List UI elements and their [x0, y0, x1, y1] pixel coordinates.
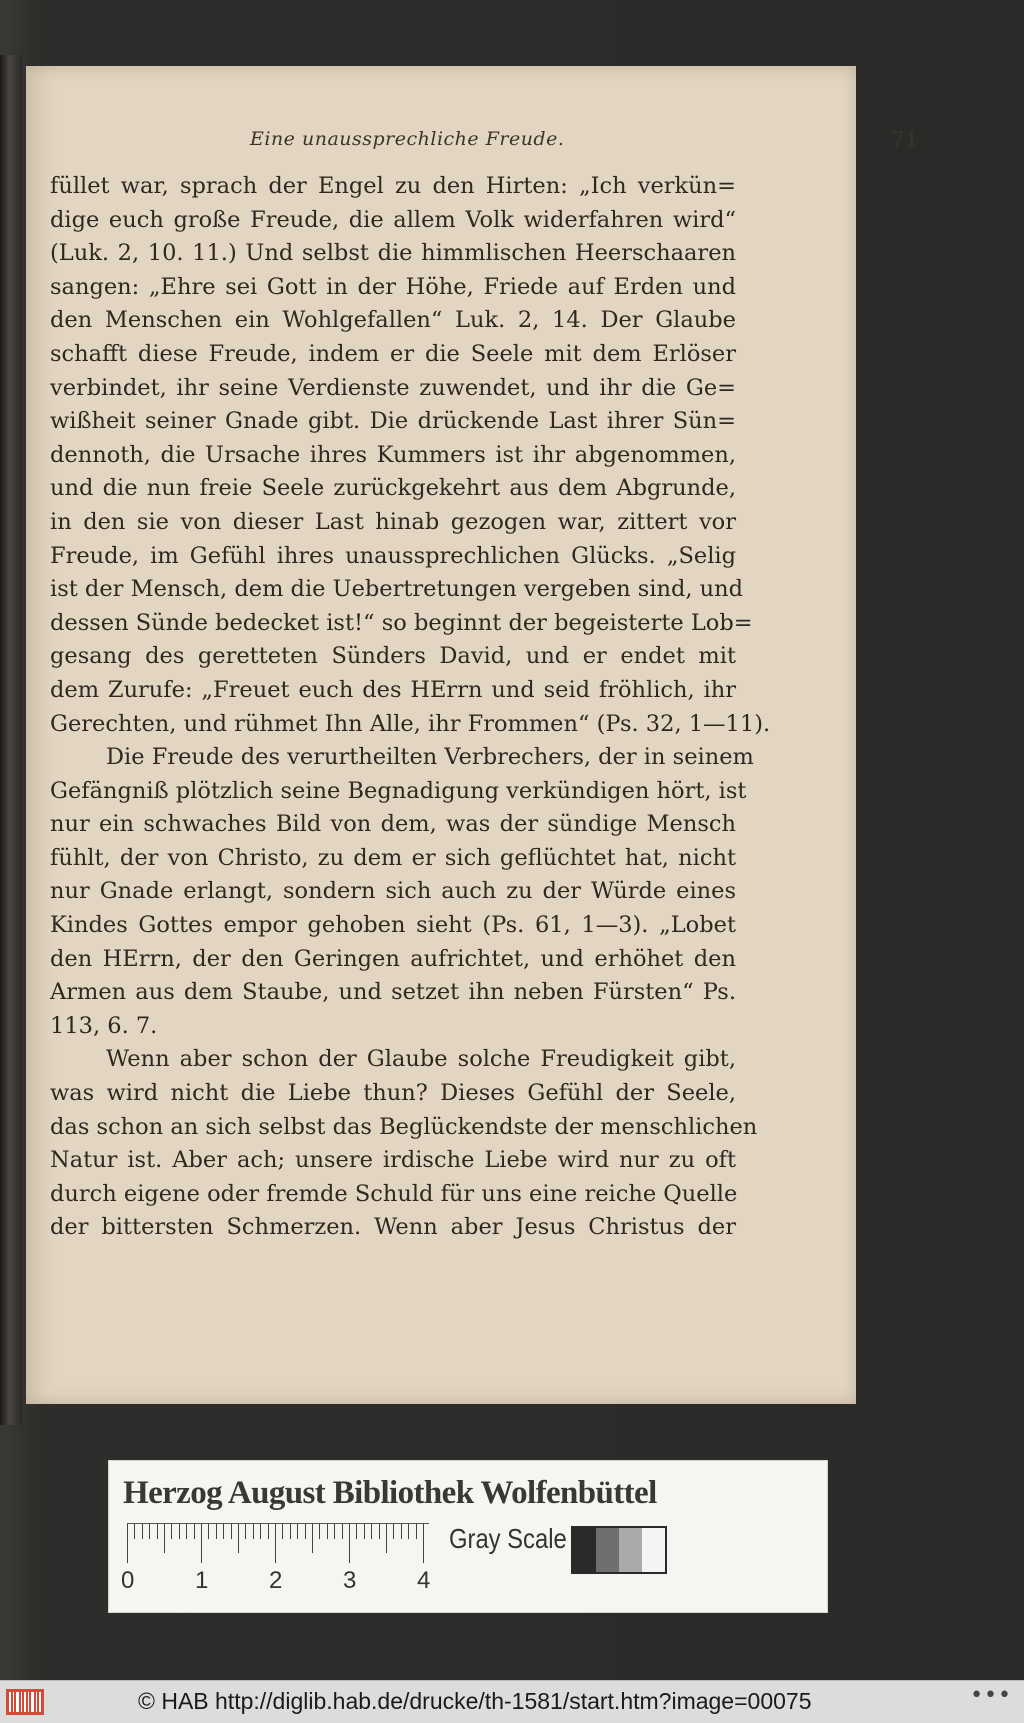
ruler-tick — [393, 1523, 394, 1539]
ruler-tick — [208, 1523, 209, 1539]
text-line: Gefängniß plötzlich seine Begnadigung verkündigen hört, ist — [50, 777, 747, 804]
text-line: dennoth, die Ursache ihres Kummers ist ihr abgenommen, — [50, 441, 736, 468]
text-line: Wenn aber schon der Glaube solche Freudigkeit gibt, — [106, 1046, 736, 1073]
text-line: in den sie von dieser Last hinab gezogen war, zittert vor — [50, 508, 736, 535]
text-line: verbindet, ihr seine Verdienste zuwendet, und ihr die Ge= — [50, 374, 736, 401]
text-line: schafft diese Freude, indem er die Seele mit dem Erlöser — [50, 340, 736, 367]
gray-scale-swatches — [571, 1526, 667, 1574]
ruler-tick — [379, 1523, 380, 1539]
text-line: Kindes Gottes empor gehoben sieht (Ps. 61, 1—3). „Lobet — [50, 912, 736, 939]
gray-scale-label: Gray Scale — [449, 1523, 567, 1554]
ruler-tick — [290, 1523, 291, 1539]
ruler-tick — [127, 1523, 128, 1563]
ruler-tick — [423, 1523, 424, 1563]
text-line: 113, 6. 7. — [50, 1012, 158, 1039]
text-line: (Luk. 2, 10. 11.) Und selbst die himmlischen Heerschaaren — [50, 240, 736, 267]
text-line: füllet war, sprach der Engel zu den Hirten: „Ich verkün= — [50, 173, 736, 199]
ellipsis-icon[interactable]: ••• — [970, 1683, 1012, 1708]
gray-swatch — [573, 1528, 596, 1572]
ruler-label: 2 — [269, 1567, 283, 1594]
ruler-tick — [186, 1523, 187, 1539]
book-binding-edge — [0, 55, 22, 1425]
ruler-tick — [157, 1523, 158, 1539]
text-line: fühlt, der von Christo, zu dem er sich geflüchtet hat, nicht — [50, 844, 736, 871]
ruler-tick — [401, 1523, 402, 1539]
ruler-tick — [142, 1523, 143, 1539]
gray-swatch — [619, 1528, 642, 1572]
ruler-tick — [149, 1523, 150, 1539]
scale-ruler — [121, 1523, 431, 1594]
text-line: Natur ist. Aber ach; unsere irdische Liebe wird nur zu oft — [50, 1147, 736, 1174]
ruler-tick — [223, 1523, 224, 1539]
status-url-text[interactable]: © HAB http://diglib.hab.de/drucke/th-1581/start.htm?image=00075 — [138, 1688, 812, 1714]
text-line: Die Freude des verurtheilten Verbrechers, der in seinem — [106, 744, 754, 771]
text-line: und die nun freie Seele zurückgekehrt aus dem Abgrunde, — [50, 475, 736, 502]
text-line: gesang des geretteten Sünders David, und er endet mit — [50, 643, 736, 670]
library-name: Herzog August Bibliothek Wolfenbüttel — [123, 1475, 657, 1511]
ruler-tick — [216, 1523, 217, 1539]
ruler-tick — [356, 1523, 357, 1539]
text-line: ist der Mensch, dem die Uebertretungen vergeben sind, und — [50, 576, 744, 603]
ruler-tick — [268, 1523, 269, 1539]
gray-swatch — [642, 1528, 665, 1572]
ruler-label: 0 — [121, 1567, 135, 1594]
text-line: der bittersten Schmerzen. Wenn aber Jesus Christus der — [50, 1214, 736, 1241]
text-line: wißheit seiner Gnade gibt. Die drückende Last ihrer Sün= — [50, 408, 736, 435]
text-line: den Menschen ein Wohlgefallen“ Luk. 2, 14. Der Glaube — [50, 307, 736, 334]
text-line: Gerechten, und rühmet Ihn Alle, ihr Frommen“ (Ps. 32, 1—11). — [50, 710, 771, 737]
text-line: nur Gnade erlangt, sondern sich auch zu der Würde eines — [50, 878, 736, 905]
color-target-card — [108, 1460, 828, 1613]
ruler-tick — [371, 1523, 372, 1539]
ruler-tick — [349, 1523, 350, 1563]
ruler-tick — [179, 1523, 180, 1539]
ruler-tick — [245, 1523, 246, 1539]
ruler-tick — [334, 1523, 335, 1539]
running-title: Eine unaussprechliche Freude. — [250, 128, 565, 150]
ruler-tick — [201, 1523, 202, 1563]
text-line: dessen Sünde bedecket ist!“ so beginnt der begeisterte Lob= — [50, 609, 753, 636]
ruler-tick — [408, 1523, 409, 1539]
ruler-tick — [312, 1523, 313, 1553]
ruler-tick — [364, 1523, 365, 1539]
ruler-tick — [260, 1523, 261, 1539]
ruler-label: 4 — [417, 1567, 431, 1594]
ruler-tick — [416, 1523, 417, 1539]
text-line: Armen aus dem Staube, und setzet ihn neben Fürsten“ Ps. — [50, 979, 736, 1006]
ruler-tick — [297, 1523, 298, 1539]
ruler-tick — [231, 1523, 232, 1539]
ruler-tick — [238, 1523, 239, 1553]
ruler-tick — [327, 1523, 328, 1539]
text-line: nur ein schwaches Bild von dem, was der sündige Mensch — [50, 811, 736, 838]
text-line: sangen: „Ehre sei Gott in der Höhe, Friede auf Erden und — [50, 273, 736, 300]
text-line: dem Zurufe: „Freuet euch des HErrn und seid fröhlich, ihr — [50, 676, 736, 703]
status-bar — [0, 1680, 1024, 1723]
ruler-tick — [134, 1523, 135, 1539]
ruler-tick — [194, 1523, 195, 1539]
ruler-tick — [171, 1523, 172, 1539]
ruler-tick — [386, 1523, 387, 1553]
ruler-tick — [305, 1523, 306, 1539]
body-text — [50, 170, 771, 1245]
ruler-label: 3 — [343, 1567, 357, 1594]
text-line: durch eigene oder fremde Schuld für uns eine reiche Quelle — [50, 1180, 738, 1207]
ruler-tick — [253, 1523, 254, 1539]
text-line: Freude, im Gefühl ihres unaussprechlichen Glücks. „Selig — [50, 542, 736, 569]
text-line: den HErrn, der den Geringen aufrichtet, und erhöhet den — [50, 945, 736, 972]
text-line: das schon an sich selbst das Beglückendste der menschlichen — [50, 1113, 758, 1140]
ruler-tick — [319, 1523, 320, 1539]
text-line: was wird nicht die Liebe thun? Dieses Gefühl der Seele, — [50, 1080, 736, 1107]
ruler-tick — [342, 1523, 343, 1539]
ruler-label: 1 — [195, 1567, 209, 1594]
ruler-tick — [275, 1523, 276, 1563]
barcode-icon — [6, 1689, 44, 1715]
ruler-tick — [164, 1523, 165, 1553]
page-number: 71 — [891, 128, 919, 152]
gray-swatch — [596, 1528, 619, 1572]
ruler-tick — [282, 1523, 283, 1539]
text-line: dige euch große Freude, die allem Volk widerfahren wird“ — [50, 206, 736, 233]
